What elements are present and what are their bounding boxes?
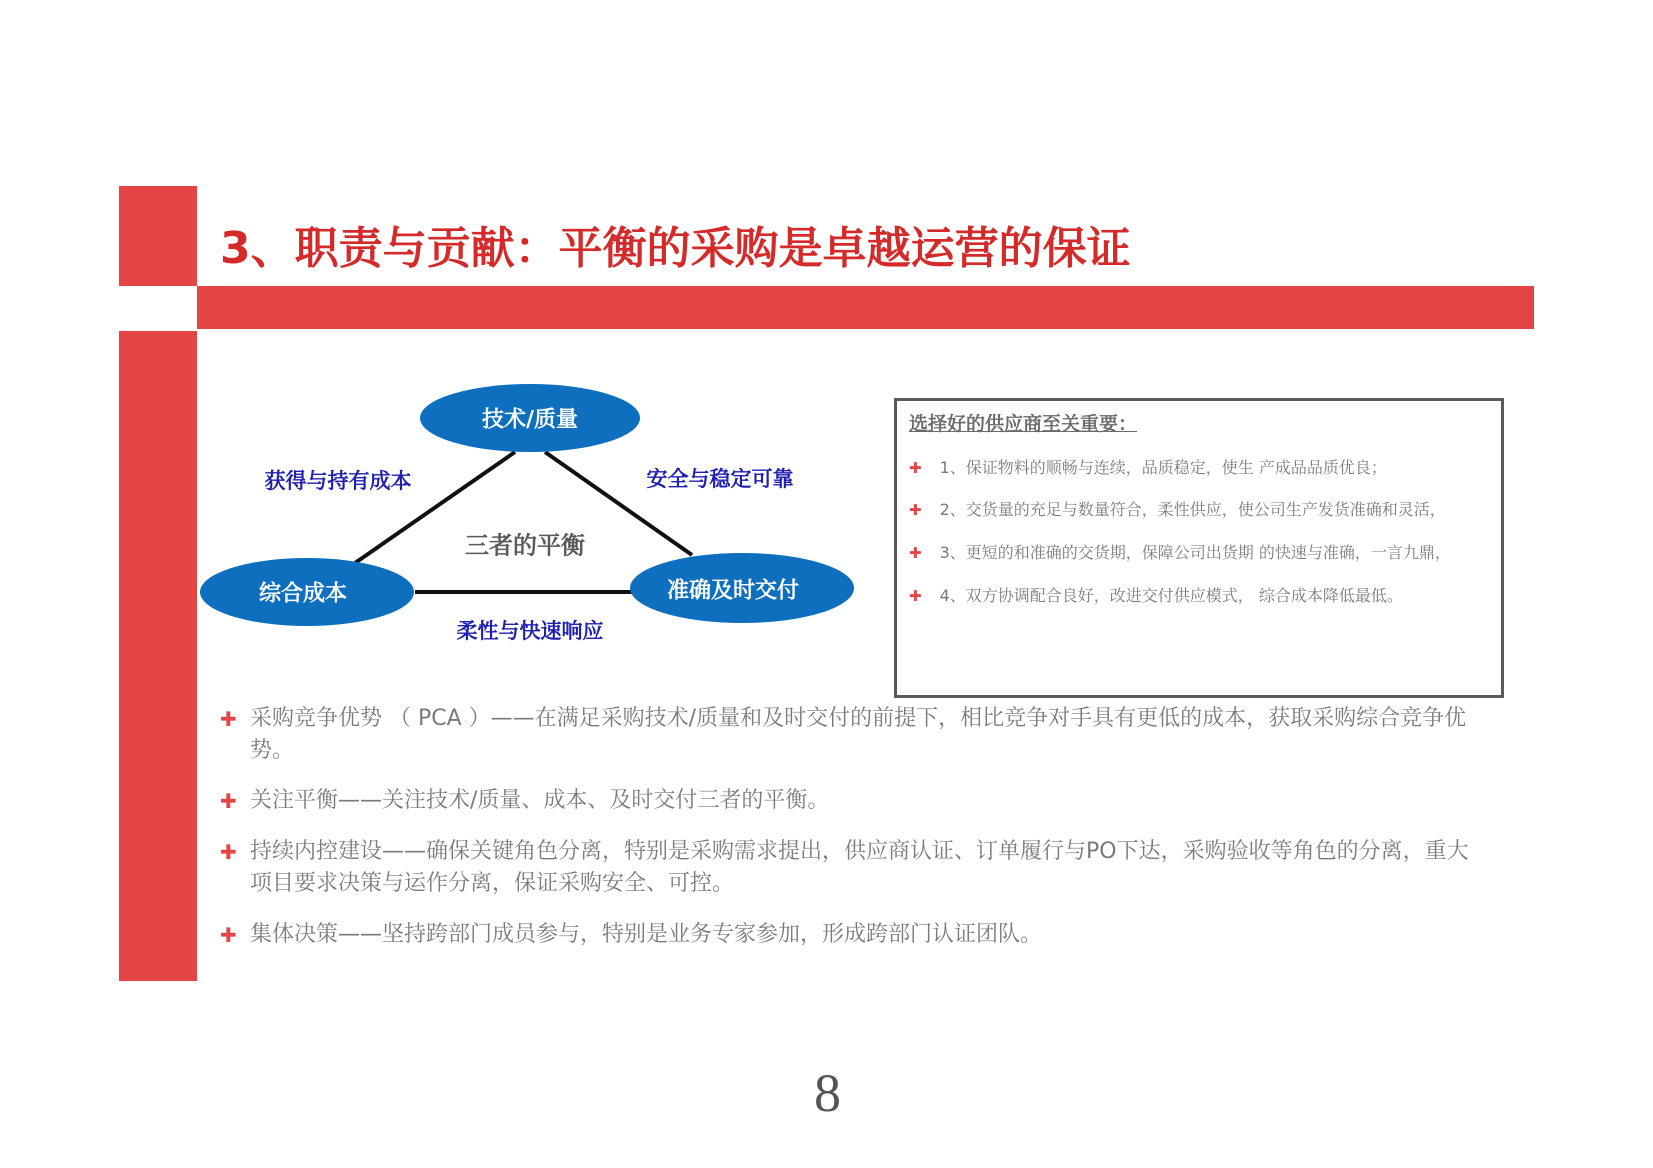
supplier-item: ✚ 2、交货量的充足与数量符合，柔性供应，使公司生产发货准确和灵活， bbox=[909, 500, 1446, 519]
plus-bullet-icon: ✚ bbox=[220, 923, 237, 947]
bullet-item: ✚ 采购竞争优势 （ PCA ）——在满足采购技术/质量和及时交付的前提下，相比竞争对手具有更低的成本，获取采购综合竞争优势。 bbox=[220, 703, 1490, 767]
plus-bullet-icon: ✚ bbox=[909, 587, 922, 605]
plus-bullet-icon: ✚ bbox=[220, 789, 237, 813]
supplier-item: ✚ 3、更短的和准确的交货期，保障公司出货期 的快速与准确，一言九鼎， bbox=[909, 543, 1451, 562]
page-title: 3、职责与贡献：平衡的采购是卓越运营的保证 bbox=[220, 223, 1131, 274]
bullet-item: ✚ 集体决策——坚持跨部门成员参与，特别是业务专家参加，形成跨部门认证团队。 bbox=[220, 919, 1490, 951]
supplier-box-title: 选择好的供应商至关重要： bbox=[909, 413, 1138, 435]
title-underline-band bbox=[197, 286, 1534, 329]
plus-bullet-icon: ✚ bbox=[909, 544, 922, 562]
bullet-item: ✚ 持续内控建设——确保关键角色分离，特别是采购需求提出，供应商认证、订单履行与PO下达，采购验收等角色的分离，重大项目要求决策与运作分离，保证采购安全、可控。 bbox=[220, 836, 1490, 900]
plus-bullet-icon: ✚ bbox=[220, 707, 237, 731]
center-label-balance: 三者的平衡 bbox=[465, 531, 585, 560]
supplier-importance-box bbox=[894, 398, 1504, 698]
page-number: 8 bbox=[814, 1063, 841, 1123]
edge-label-cost: 获得与持有成本 bbox=[264, 469, 412, 493]
supplier-item: ✚ 1、保证物料的顺畅与连续，品质稳定，使生 产成品品质优良； bbox=[909, 458, 1387, 477]
node-tech-quality: 技术/质量 bbox=[481, 407, 579, 433]
balance-diagram bbox=[200, 380, 870, 650]
left-accent-bar-bottom bbox=[119, 331, 197, 981]
bullet-item: ✚ 关注平衡——关注技术/质量、成本、及时交付三者的平衡。 bbox=[220, 785, 1490, 817]
plus-bullet-icon: ✚ bbox=[909, 501, 922, 519]
node-total-cost: 综合成本 bbox=[258, 581, 348, 607]
supplier-item: ✚ 4、双方协调配合良好，改进交付供应模式， 综合成本降低最低。 bbox=[909, 586, 1403, 605]
plus-bullet-icon: ✚ bbox=[909, 459, 922, 477]
edge-label-flexibility: 柔性与快速响应 bbox=[456, 619, 604, 643]
node-on-time-delivery: 准确及时交付 bbox=[666, 578, 800, 604]
left-accent-bar-top bbox=[119, 186, 197, 286]
edge-label-reliability: 安全与稳定可靠 bbox=[646, 467, 794, 491]
plus-bullet-icon: ✚ bbox=[220, 840, 237, 864]
